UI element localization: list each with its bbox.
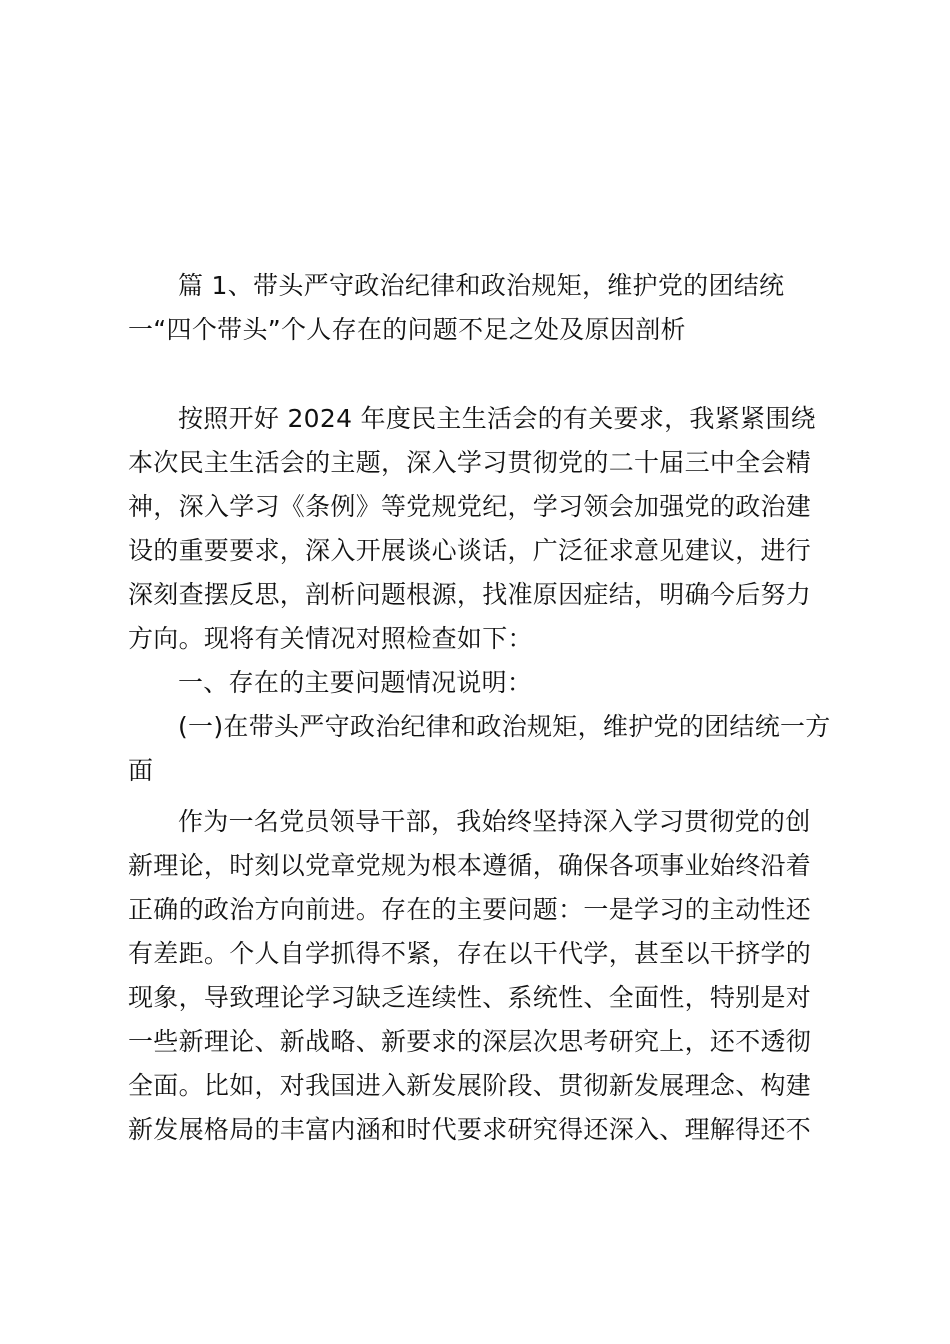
paragraph-line: 有差距。个人自学抓得不紧，存在以干代学，甚至以干挤学的 (128, 939, 812, 968)
paragraph-line: 新发展格局的丰富内涵和时代要求研究得还深入、理解得还不 (128, 1115, 812, 1144)
paragraph-line: 一些新理论、新战略、新要求的深层次思考研究上，还不透彻 (128, 1027, 812, 1056)
paragraph-line: 全面。比如，对我国进入新发展阶段、贯彻新发展理念、构建 (128, 1071, 812, 1100)
paragraph-line: 设的重要要求，深入开展谈心谈话，广泛征求意见建议，进行 (128, 536, 812, 565)
paragraph-line: 方向。现将有关情况对照检查如下： (128, 624, 533, 653)
paragraph-line: 神，深入学习《条例》等党规党纪，学习领会加强党的政治建 (128, 492, 812, 521)
paragraph-line: 按照开好 2024 年度民主生活会的有关要求，我紧紧围绕 (178, 404, 816, 433)
title-line: 篇 1、带头严守政治纪律和政治规矩，维护党的团结统 (178, 271, 785, 300)
subsection-heading: 面 (128, 756, 154, 785)
paragraph-line: 深刻查摆反思，剖析问题根源，找准原因症结，明确今后努力 (128, 580, 812, 609)
paragraph-line: 本次民主生活会的主题，深入学习贯彻党的二十届三中全会精 (128, 448, 812, 477)
subsection-heading: (一)在带头严守政治纪律和政治规矩，维护党的团结统一方 (178, 712, 831, 741)
title-line: 一“四个带头”个人存在的问题不足之处及原因剖析 (128, 315, 686, 344)
paragraph-line: 现象，导致理论学习缺乏连续性、系统性、全面性，特别是对 (128, 983, 812, 1012)
paragraph-line: 正确的政治方向前进。存在的主要问题：一是学习的主动性还 (128, 895, 812, 924)
paragraph-line: 作为一名党员领导干部，我始终坚持深入学习贯彻党的创 (178, 807, 811, 836)
paragraph-line: 新理论，时刻以党章党规为根本遵循，确保各项事业始终沿着 (128, 851, 812, 880)
section-heading: 一、存在的主要问题情况说明： (178, 668, 533, 697)
